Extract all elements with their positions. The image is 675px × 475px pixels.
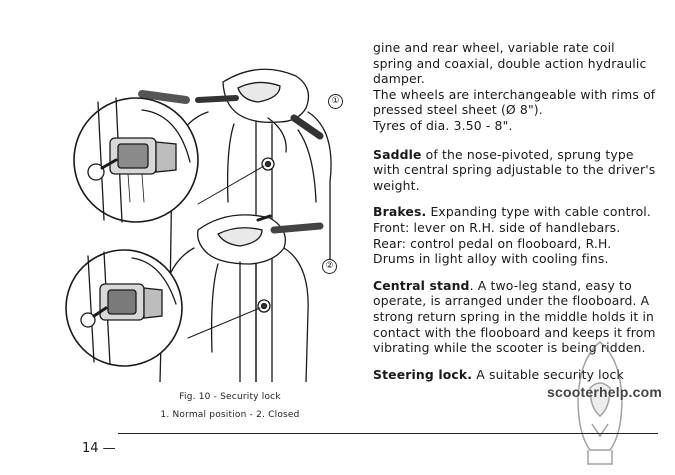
watermark-logo [570, 338, 630, 468]
heading-saddle: Saddle [373, 146, 422, 162]
heading-central-stand: Central stand [373, 277, 470, 293]
page-number: 14 — [82, 441, 116, 456]
footer-rule [118, 433, 658, 434]
heading-brakes: Brakes. [373, 204, 427, 220]
text-central-stand: . A two-leg stand, easy to operate, is arranged under the flooboard. A strong return spring in the middle holds it in contact with the flooboard and keeps it from vibrating while the scooter is being ridden. [373, 277, 656, 356]
figure-caption-subtitle: 1. Normal position - 2. Closed [160, 410, 300, 420]
figure-badge-2: ② [322, 259, 337, 274]
text-saddle: of the nose-pivoted, sprung type with central spring adjustable to the driver's weight. [373, 146, 656, 193]
paragraph-brakes [373, 204, 658, 266]
text-brakes: Expanding type with cable control. [426, 204, 651, 220]
text-tyres: Tyres of dia. 3.50 - 8". [373, 117, 513, 133]
text-brakes-drums: Drums in light alloy with cooling fins. [373, 251, 609, 267]
text-brakes-rear: Rear: control pedal on flooboard, R.H. [373, 235, 612, 251]
figure-caption-title: Fig. 10 - Security lock [179, 392, 281, 402]
text-intro: gine and rear wheel, variable rate coil spring and coaxial, double action hydraulic damper. [373, 40, 647, 87]
text-steering-lock: A suitable security lock [472, 366, 624, 382]
text-wheels: The wheels are interchangeable with rims of pressed steel sheet (Ø 8"). [373, 86, 656, 118]
paragraph-saddle [373, 147, 658, 194]
security-lock-illustration [58, 52, 358, 382]
text-brakes-front: Front: lever on R.H. side of handlebars. [373, 219, 621, 235]
heading-steering-lock: Steering lock. [373, 366, 473, 382]
paragraph-suspension [373, 40, 658, 134]
figure-badge-1: ① [328, 94, 343, 109]
watermark-text: scooterhelp.com [547, 384, 663, 400]
